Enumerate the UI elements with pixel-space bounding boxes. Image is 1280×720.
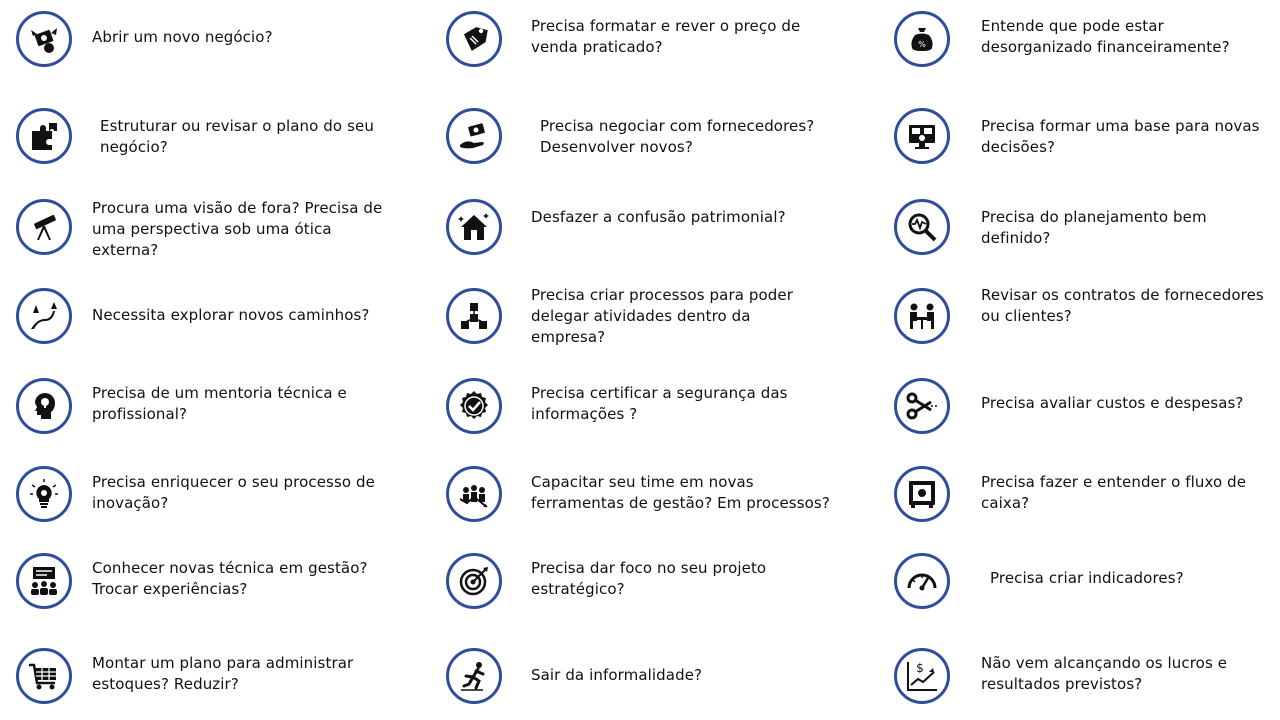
- svg-text:%: %: [918, 40, 926, 49]
- service-item-label: Precisa formatar e rever o preço de venda praticado?: [531, 17, 801, 56]
- service-item-label: Não vem alcançando os lucros e resultados previstos?: [981, 654, 1228, 693]
- service-item-label: Necessita explorar novos caminhos?: [92, 306, 370, 324]
- money-wings-icon: [16, 11, 72, 67]
- service-item-label: Montar um plano para administrar estoques? Reduzir?: [92, 654, 354, 693]
- puzzle-icon: [16, 108, 72, 164]
- service-item-label: Precisa enriquecer o seu processo de inovação?: [92, 473, 375, 512]
- house-icon: [446, 199, 502, 255]
- service-item-label: Conhecer novas técnica em gestão? Trocar experiências?: [92, 559, 368, 598]
- badge-check-icon: [446, 378, 502, 434]
- cubes-network-icon: [446, 288, 502, 344]
- service-item-label: Entende que pode estar desorganizado financeiramente?: [981, 17, 1230, 56]
- service-item-label: Precisa de um mentoria técnica e profissional?: [92, 384, 347, 423]
- target-icon: [446, 553, 502, 609]
- skater-icon: [446, 648, 502, 704]
- service-item-label: Precisa avaliar custos e despesas?: [981, 394, 1244, 412]
- head-idea-icon: [16, 378, 72, 434]
- service-item-label: Revisar os contratos de fornecedores ou clientes?: [981, 286, 1264, 325]
- monitor-dashboard-icon: [894, 108, 950, 164]
- gauge-icon: [894, 553, 950, 609]
- service-item-label: Precisa fazer e entender o fluxo de caixa?: [981, 473, 1247, 512]
- shopping-cart-icon: [16, 648, 72, 704]
- road-icon: [16, 288, 72, 344]
- service-item-label: Precisa criar indicadores?: [990, 569, 1184, 587]
- lightbulb-icon: [16, 466, 72, 522]
- service-item-label: Abrir um novo negócio?: [92, 28, 273, 46]
- service-item-label: Precisa formar uma base para novas decisões?: [981, 117, 1260, 156]
- svg-text:$: $: [916, 661, 924, 675]
- service-item-label: Desfazer a confusão patrimonial?: [531, 208, 786, 226]
- dollar-chart-icon: [894, 648, 950, 704]
- money-bag-icon: [894, 11, 950, 67]
- telescope-icon: [16, 199, 72, 255]
- service-item-label: Precisa certificar a segurança das informações ?: [531, 384, 788, 423]
- meeting-icon: [894, 288, 950, 344]
- hand-money-icon: [446, 108, 502, 164]
- service-item-label: Capacitar seu time em novas ferramentas de gestão? Em processos?: [531, 473, 830, 512]
- service-item-label: Sair da informalidade?: [531, 666, 703, 684]
- scissors-icon: [894, 378, 950, 434]
- presentation-group-icon: [16, 553, 72, 609]
- magnifier-pulse-icon: [894, 199, 950, 255]
- service-item-label: Estruturar ou revisar o plano do seu negócio?: [100, 117, 374, 156]
- team-growth-icon: [446, 466, 502, 522]
- service-item-label: Precisa do planejamento bem definido?: [981, 208, 1207, 247]
- service-item-label: Procura uma visão de fora? Precisa de uma perspectiva sob uma ótica externa?: [92, 199, 383, 259]
- safe-icon: [894, 466, 950, 522]
- price-tag-icon: [446, 11, 502, 67]
- service-item-label: Precisa criar processos para poder delegar atividades dentro da empresa?: [531, 286, 794, 346]
- service-item-label: Precisa dar foco no seu projeto estratégico?: [531, 559, 767, 598]
- service-item-label: Precisa negociar com fornecedores? Desenvolver novos?: [540, 117, 815, 156]
